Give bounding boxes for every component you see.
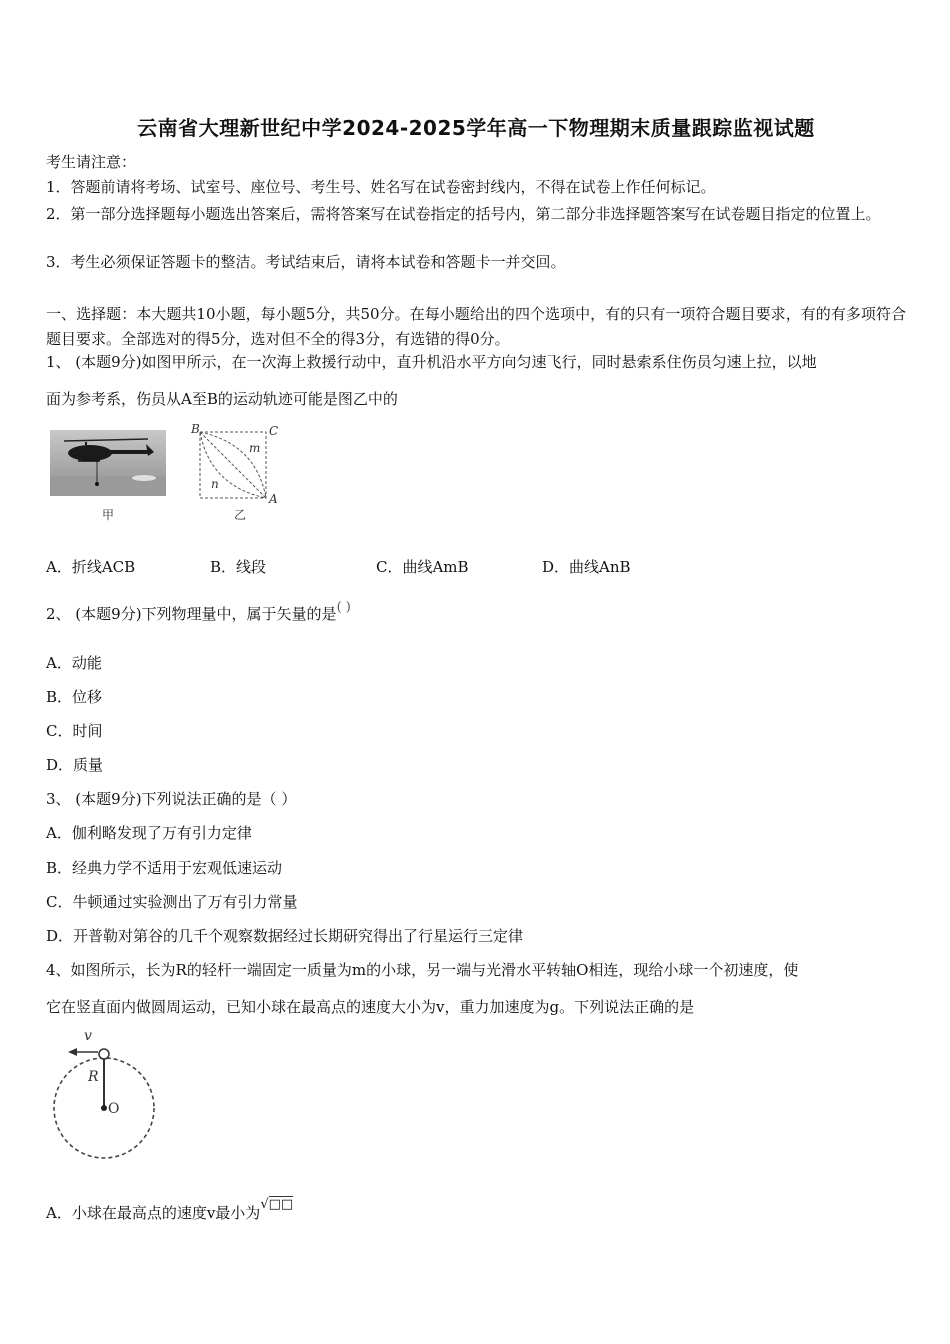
q2-option-a[interactable]: A．动能 (46, 654, 102, 672)
q2-option-c[interactable]: C．时间 (46, 722, 103, 740)
q3-option-b[interactable]: B．经典力学不适用于宏观低速运动 (46, 859, 283, 877)
q3-option-d[interactable]: D．开普勒对第谷的几千个观察数据经过长期研究得出了行星运行三定律 (46, 927, 524, 945)
q1-stem-line1: 1、 (本题9分)如图甲所示，在一次海上救援行动中，直升机沿水平方向匀速飞行，同时悬索系住伤员匀速上拉，以地 (46, 353, 817, 371)
radius-r-label: R (88, 1069, 99, 1085)
notice-heading: 考生请注意： (46, 153, 137, 171)
q4-stem-line2: 它在竖直面内做圆周运动，已知小球在最高点的速度大小为v，重力加速度为g。下列说法正确的是 (46, 998, 695, 1016)
q4-option-a[interactable] (46, 1197, 906, 1225)
notice-item-1: 1．答题前请将考场、试室号、座位号、考生号、姓名写在试卷密封线内，不得在试卷上作任何标记。 (46, 178, 716, 196)
page-title: 云南省大理新世纪中学2024-2025学年高一下物理期末质量跟踪监视试题 (137, 116, 815, 140)
curve-n-label: n (211, 477, 219, 491)
point-b-label: B (191, 422, 200, 436)
q2-stem-text: 2、 (本题9分)下列物理量中，属于矢量的是 (46, 605, 337, 623)
q2-answer-paren: ( ) (336, 600, 351, 615)
q3-option-a[interactable]: A．伽利略发现了万有引力定律 (46, 824, 252, 842)
point-c-label: C (269, 424, 279, 438)
q1-option-b[interactable]: B．线段 (210, 558, 267, 576)
helicopter-photo (50, 430, 166, 496)
q4-stem-line1: 4、如图所示，长为R的轻杆一端固定一质量为m的小球，另一端与光滑水平转轴O相连，现给小球一个初速度，使 (46, 961, 799, 979)
q1-option-c[interactable]: C．曲线AmB (376, 558, 469, 576)
point-a-label: A (269, 492, 278, 506)
notice-item-3: 3．考生必须保证答题卡的整洁。考试结束后，请将本试卷和答题卡一并交回。 (46, 253, 566, 271)
q1-option-a[interactable]: A．折线ACB (46, 558, 136, 576)
q2-option-b[interactable]: B．位移 (46, 688, 103, 706)
sqrt-expression (260, 1195, 293, 1215)
sqrt-content: □□ (268, 1197, 294, 1212)
sqrt-sign: √ (260, 1197, 269, 1212)
q2-option-d[interactable]: D．质量 (46, 756, 104, 774)
q2-stem (46, 600, 906, 626)
q1-options (46, 556, 906, 576)
curve-m-label: m (249, 441, 261, 455)
helicopter-image (50, 430, 166, 496)
q1-stem-line2: 面为参考系，伤员从A至B的运动轨迹可能是图乙中的 (46, 390, 398, 408)
figure-jia-caption: 甲 (102, 508, 115, 522)
figure-yi-caption: 乙 (234, 508, 247, 522)
axis-o-label: O (108, 1101, 120, 1117)
q3-stem: 3、 (本题9分)下列说法正确的是（ ） (46, 790, 297, 808)
notice-item-2: 2．第一部分选择题每小题选出答案后，需将答案写在试卷指定的括号内，第二部分非选择题答案写在试卷题目指定的位置上。 (46, 205, 881, 223)
velocity-v-label: v (84, 1028, 92, 1044)
q3-option-c[interactable]: C．牛顿通过实验测出了万有引力常量 (46, 893, 298, 911)
circular-motion-diagram (50, 1038, 162, 1164)
q1-option-d[interactable]: D．曲线AnB (542, 558, 631, 576)
section-intro: 一、选择题：本大题共10小题，每小题5分，共50分。在每小题给出的四个选项中，有的只有一项符合题目要求，有的有多项符合题目要求。全部选对的得5分，选对但不全的得3分，有选错的得0分。 (46, 305, 906, 348)
q4-option-a-text: A．小球在最高点的速度v最小为 (46, 1204, 261, 1222)
